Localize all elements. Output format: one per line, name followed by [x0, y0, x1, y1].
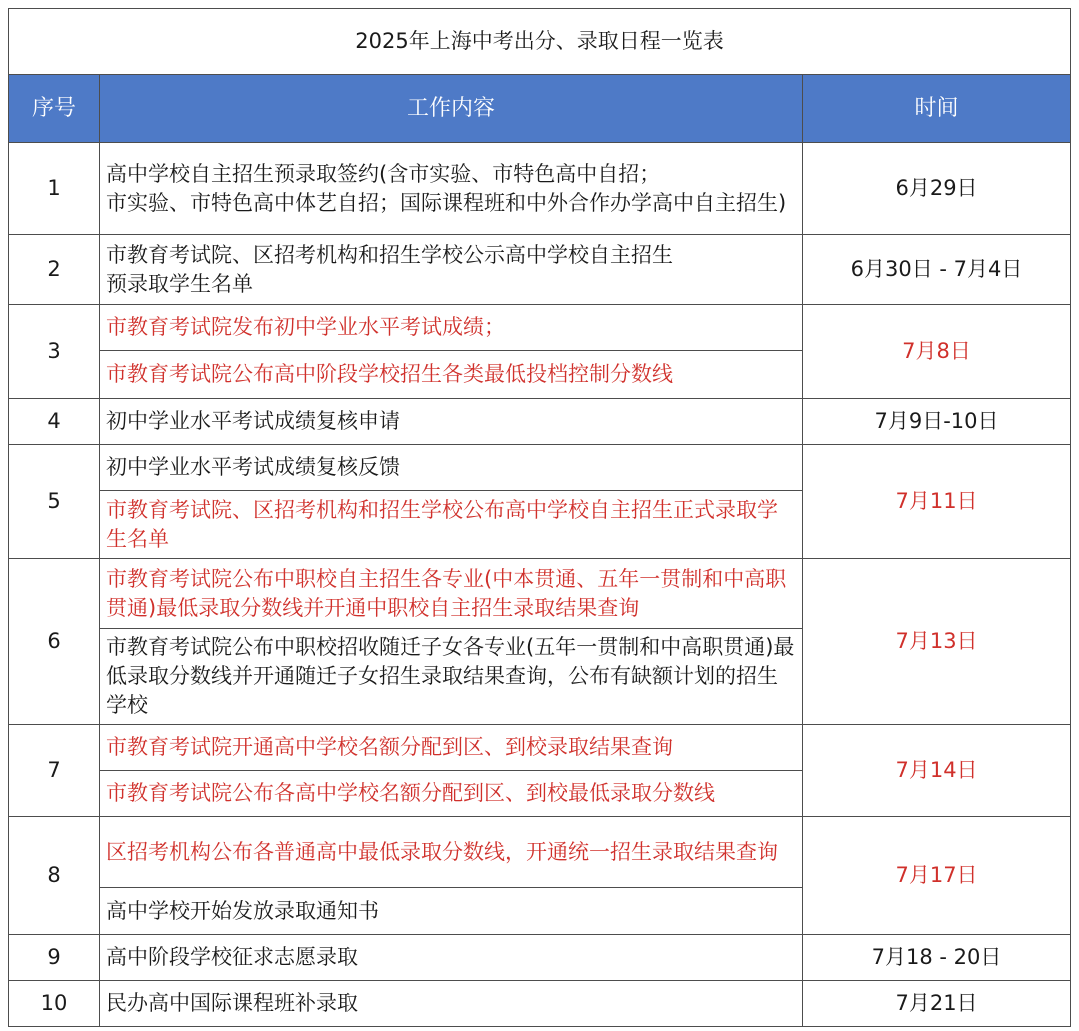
task-date: 7月9日-10日	[803, 399, 1071, 445]
task-date: 7月14日	[803, 725, 1071, 817]
table-title: 2025年上海中考出分、录取日程一览表	[9, 9, 1071, 75]
header-time: 时间	[803, 75, 1071, 143]
task-content: 初中学业水平考试成绩复核反馈	[100, 445, 803, 491]
task-content: 初中学业水平考试成绩复核申请	[100, 399, 803, 445]
table-row	[9, 981, 1071, 1027]
row-number: 8	[9, 817, 100, 935]
task-content: 市教育考试院、区招考机构和招生学校公布高中学校自主招生正式录取学生名单	[100, 491, 803, 559]
task-content: 高中阶段学校征求志愿录取	[100, 935, 803, 981]
table-row	[9, 305, 1071, 351]
row-number: 10	[9, 981, 100, 1027]
header-content: 工作内容	[100, 75, 803, 143]
task-date: 7月11日	[803, 445, 1071, 559]
task-content: 市教育考试院公布中职校招收随迁子女各专业(五年一贯制和中高职贯通)最低录取分数线并开通随迁子女招生录取结果查询，公布有缺额计划的招生学校	[100, 629, 803, 725]
row-number: 1	[9, 143, 100, 235]
task-content: 高中学校开始发放录取通知书	[100, 888, 803, 935]
table-row	[9, 817, 1071, 888]
task-date: 6月29日	[803, 143, 1071, 235]
row-number: 5	[9, 445, 100, 559]
row-number: 4	[9, 399, 100, 445]
header-row	[9, 75, 1071, 143]
row-number: 3	[9, 305, 100, 399]
task-content: 市教育考试院开通高中学校名额分配到区、到校录取结果查询	[100, 725, 803, 771]
title-row	[9, 9, 1071, 75]
task-content: 市教育考试院公布高中阶段学校招生各类最低投档控制分数线	[100, 351, 803, 399]
table-row	[9, 935, 1071, 981]
table-row	[9, 399, 1071, 445]
table-row	[9, 559, 1071, 629]
task-date: 7月17日	[803, 817, 1071, 935]
schedule-table	[8, 8, 1071, 1027]
row-number: 9	[9, 935, 100, 981]
task-date: 6月30日 - 7月4日	[803, 235, 1071, 305]
table-row	[9, 143, 1071, 235]
table-row	[9, 235, 1071, 305]
row-number: 2	[9, 235, 100, 305]
task-date: 7月13日	[803, 559, 1071, 725]
task-date: 7月18 - 20日	[803, 935, 1071, 981]
schedule-body	[9, 143, 1071, 1027]
table-row	[9, 725, 1071, 771]
task-content: 民办高中国际课程班补录取	[100, 981, 803, 1027]
header-no: 序号	[9, 75, 100, 143]
task-content: 区招考机构公布各普通高中最低录取分数线，开通统一招生录取结果查询	[100, 817, 803, 888]
row-number: 7	[9, 725, 100, 817]
task-content: 市教育考试院、区招考机构和招生学校公示高中学校自主招生 预录取学生名单	[100, 235, 803, 305]
task-content: 市教育考试院公布各高中学校名额分配到区、到校最低录取分数线	[100, 771, 803, 817]
task-content: 高中学校自主招生预录取签约(含市实验、市特色高中自招； 市实验、市特色高中体艺自招；国际课程班和中外合作办学高中自主招生)	[100, 143, 803, 235]
task-content: 市教育考试院公布中职校自主招生各专业(中本贯通、五年一贯制和中高职贯通)最低录取分数线并开通中职校自主招生录取结果查询	[100, 559, 803, 629]
task-content: 市教育考试院发布初中学业水平考试成绩；	[100, 305, 803, 351]
table-row	[9, 445, 1071, 491]
row-number: 6	[9, 559, 100, 725]
task-date: 7月8日	[803, 305, 1071, 399]
task-date: 7月21日	[803, 981, 1071, 1027]
